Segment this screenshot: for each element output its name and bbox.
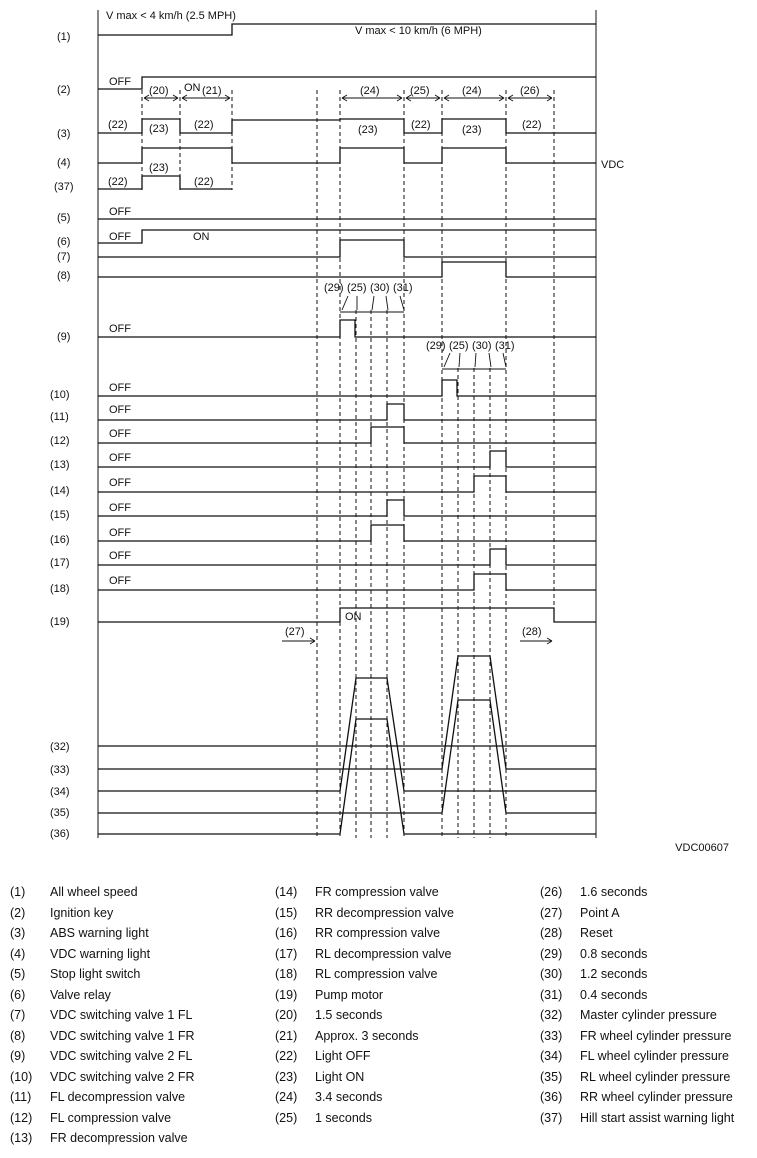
state-off: OFF [109,428,131,440]
legend-num: (32) [540,1008,563,1022]
state-off: OFF [109,527,131,539]
row-label: (14) [50,485,70,497]
legend-item [10,1131,188,1145]
legend-item [10,947,150,961]
legend [0,880,757,1150]
legend-num: (18) [275,967,298,981]
legend-text: FR wheel cylinder pressure [580,1028,732,1043]
legend-text: 0.8 seconds [580,946,648,961]
state-vdc: VDC [601,159,625,171]
interval-label: (23) [149,162,169,174]
signal-10-switch-2-fr [98,380,596,396]
legend-text: All wheel speed [50,885,138,899]
row-label: (33) [50,764,70,776]
signal-16-rr-comp [98,525,596,541]
row-label: (7) [57,251,71,263]
row-label: (13) [50,459,70,471]
legend-num: (28) [540,926,563,940]
row-label: (2) [57,84,71,96]
row-label: (8) [57,270,71,282]
legend-item [540,1070,730,1084]
interval-label: (22) [194,119,214,131]
signal-17-rl-decomp [98,549,596,565]
legend-num: (30) [540,967,563,981]
signal-12-fl-comp [98,427,596,443]
interval-label: (25) [410,85,430,97]
state-off: OFF [109,323,131,335]
state-off: OFF [109,404,131,416]
legend-text: 1 seconds [315,1110,372,1125]
legend-text: VDC switching valve 1 FR [50,1028,195,1043]
legend-num: (16) [275,926,298,940]
legend-item [10,926,149,940]
signal-6-valve-relay [98,230,596,243]
legend-num: (11) [10,1090,32,1104]
legend-item [275,885,439,899]
legend-text: FR decompression valve [50,1131,188,1145]
legend-num: (3) [10,926,26,940]
legend-item [275,1029,419,1043]
row-label: (17) [50,557,70,569]
legend-text: 1.2 seconds [580,967,648,981]
legend-num: (13) [10,1131,33,1145]
signal-8-switch-1-fr [98,262,596,277]
legend-text: RR decompression valve [315,905,454,920]
legend-num: (27) [540,905,563,920]
legend-num: (34) [540,1049,563,1063]
legend-text: 0.4 seconds [580,987,648,1002]
state-on: ON [345,611,362,623]
row-label: (1) [57,31,71,43]
legend-num: (29) [540,946,563,961]
legend-text: FL decompression valve [50,1090,186,1104]
legend-item [540,1008,717,1022]
legend-item [540,988,647,1002]
signal-18-rl-comp [98,574,596,590]
interval-label: (23) [358,124,378,136]
interval-label: (22) [108,176,128,188]
legend-num: (17) [275,946,298,961]
legend-num: (6) [10,987,26,1002]
legend-item [275,947,451,961]
interval-label: (21) [202,85,222,97]
legend-num: (26) [540,885,563,899]
signal-waveforms [98,24,596,834]
legend-num: (21) [275,1028,298,1043]
legend-text: Pump motor [315,987,384,1002]
legend-num: (9) [10,1049,26,1063]
legend-text: Reset [580,926,613,940]
legend-item [10,1090,185,1104]
legend-text: FR compression valve [315,885,439,899]
interval-label: (23) [149,123,169,135]
legend-text: VDC switching valve 2 FL [50,1049,193,1063]
state-off: OFF [109,76,131,88]
row-label: (12) [50,435,70,447]
interval-label: (30) [472,340,492,352]
legend-item [10,906,113,920]
legend-item [540,926,613,940]
legend-text: 1.5 seconds [315,1008,383,1022]
legend-item [10,1111,171,1125]
interval-label: (22) [194,176,214,188]
legend-text: Light ON [315,1069,365,1084]
row-label: (15) [50,509,70,521]
legend-text: 1.6 seconds [580,885,648,899]
legend-text: RL decompression valve [315,946,452,961]
legend-text: VDC warning light [50,946,151,961]
row-label: (18) [50,583,70,595]
signal-34-fl-pressure [98,678,596,791]
legend-item [275,906,454,920]
legend-num: (25) [275,1110,298,1125]
legend-num: (23) [275,1069,298,1084]
legend-item [275,988,383,1002]
row-label: (4) [57,157,71,169]
legend-num: (10) [10,1069,33,1084]
document-id: VDC00607 [675,842,729,854]
speed-low-label: V max < 4 km/h (2.5 MPH) [106,10,236,22]
interval-label: (20) [149,85,169,97]
legend-num: (35) [540,1069,563,1084]
row-label: (11) [50,411,69,423]
interval-label: (29) [426,340,446,352]
legend-item [10,1049,192,1063]
row-label: (32) [50,741,70,753]
legend-num: (31) [540,987,563,1002]
interval-label: (23) [462,124,482,136]
legend-item [10,967,140,981]
signal-11-fl-decomp [98,404,596,420]
speed-high-label: V max < 10 km/h (6 MPH) [355,25,482,37]
legend-item [540,1049,729,1063]
signal-33-fr-pressure [98,656,596,769]
state-off: OFF [109,575,131,587]
row-label: (35) [50,807,70,819]
signal-36-rr-pressure [98,719,596,834]
row-label: (37) [54,181,74,193]
interval-labels [108,85,542,638]
arrow-28 [520,638,552,644]
legend-item [275,1070,364,1084]
interval-label: (22) [108,119,128,131]
legend-item [275,1090,382,1104]
legend-num: (8) [10,1028,26,1043]
timing-markers [142,90,554,838]
interval-label: (29) [324,282,344,294]
legend-item [10,885,138,899]
legend-item [275,1008,382,1022]
legend-item [540,906,620,920]
legend-num: (22) [275,1049,298,1063]
signal-15-rr-decomp [98,500,596,516]
legend-item [540,1090,733,1104]
legend-item [540,947,647,961]
row-label: (19) [50,616,70,628]
interval-label: (25) [347,282,367,294]
legend-text: Ignition key [50,905,114,920]
interval-label: (30) [370,282,390,294]
state-off: OFF [109,231,131,243]
legend-num: (15) [275,905,298,920]
legend-text: Master cylinder pressure [580,1008,717,1022]
legend-num: (5) [10,967,26,981]
signal-35-rl-pressure [98,700,596,813]
arrow-sub-fl [340,296,404,312]
signal-7-switch-1-fl [98,240,596,257]
legend-text: Valve relay [50,987,111,1002]
row-labels [50,31,74,840]
state-off: OFF [109,206,131,218]
state-off: OFF [109,382,131,394]
arrow-27 [282,638,315,644]
row-label: (6) [57,236,71,248]
interval-label: (28) [522,626,542,638]
row-label: (34) [50,786,70,798]
legend-text: Hill start assist warning light [580,1110,735,1125]
interval-label: (26) [520,85,540,97]
legend-num: (14) [275,885,298,899]
state-off: OFF [109,477,131,489]
legend-num: (33) [540,1028,563,1043]
legend-text: RR compression valve [315,926,441,940]
legend-text: ABS warning light [50,926,149,940]
row-label: (9) [57,331,71,343]
legend-text: RL compression valve [315,967,438,981]
signal-14-fr-comp [98,476,596,492]
interval-label: (24) [462,85,482,97]
signal-4-vdc-light [98,148,596,163]
legend-item [275,1049,371,1063]
row-label: (36) [50,828,70,840]
legend-text: FL compression valve [50,1110,172,1125]
signal-9-switch-2-fl [98,320,596,337]
legend-text: FL wheel cylinder pressure [580,1049,729,1063]
legend-num: (2) [10,905,26,920]
legend-item [275,1111,372,1125]
interval-label: (22) [411,119,431,131]
legend-num: (20) [275,1008,298,1022]
legend-text: RL wheel cylinder pressure [580,1069,731,1084]
row-label: (5) [57,212,71,224]
state-on: ON [193,231,210,243]
legend-num: (36) [540,1090,563,1104]
legend-item [540,967,647,981]
row-label: (3) [57,128,71,140]
state-off: OFF [109,550,131,562]
legend-num: (12) [10,1110,33,1125]
legend-num: (1) [10,885,26,899]
legend-num: (4) [10,946,26,961]
legend-item [540,1029,731,1043]
legend-item [275,926,440,940]
arrow-sub-fr [442,353,506,369]
state-on: ON [184,82,201,94]
row-label: (16) [50,534,70,546]
interval-label: (22) [522,119,542,131]
legend-num: (37) [540,1110,563,1125]
signal-1-wheel-speed [98,24,596,35]
state-off: OFF [109,502,131,514]
legend-text: Point A [580,905,620,920]
signal-13-fr-decomp [98,451,596,467]
legend-text: Stop light switch [50,967,141,981]
interval-label: (31) [393,282,413,294]
legend-item [540,1111,734,1125]
legend-item [10,1008,192,1022]
legend-num: (19) [275,987,298,1002]
interval-label: (24) [360,85,380,97]
legend-item [10,988,111,1002]
legend-item [540,885,647,899]
legend-num: (24) [275,1090,298,1104]
legend-text: Light OFF [315,1049,371,1063]
legend-text: VDC switching valve 1 FL [50,1008,193,1022]
legend-text: RR wheel cylinder pressure [580,1090,733,1104]
legend-item [10,1029,195,1043]
legend-text: 3.4 seconds [315,1090,383,1104]
legend-num: (7) [10,1008,26,1022]
legend-text: Approx. 3 seconds [315,1028,419,1043]
interval-label: (25) [449,340,469,352]
interval-label: (31) [495,340,515,352]
legend-text: VDC switching valve 2 FR [50,1069,195,1084]
legend-item [275,967,438,981]
state-off: OFF [109,452,131,464]
interval-label: (27) [285,626,305,638]
legend-item [10,1070,195,1084]
row-label: (10) [50,389,70,401]
